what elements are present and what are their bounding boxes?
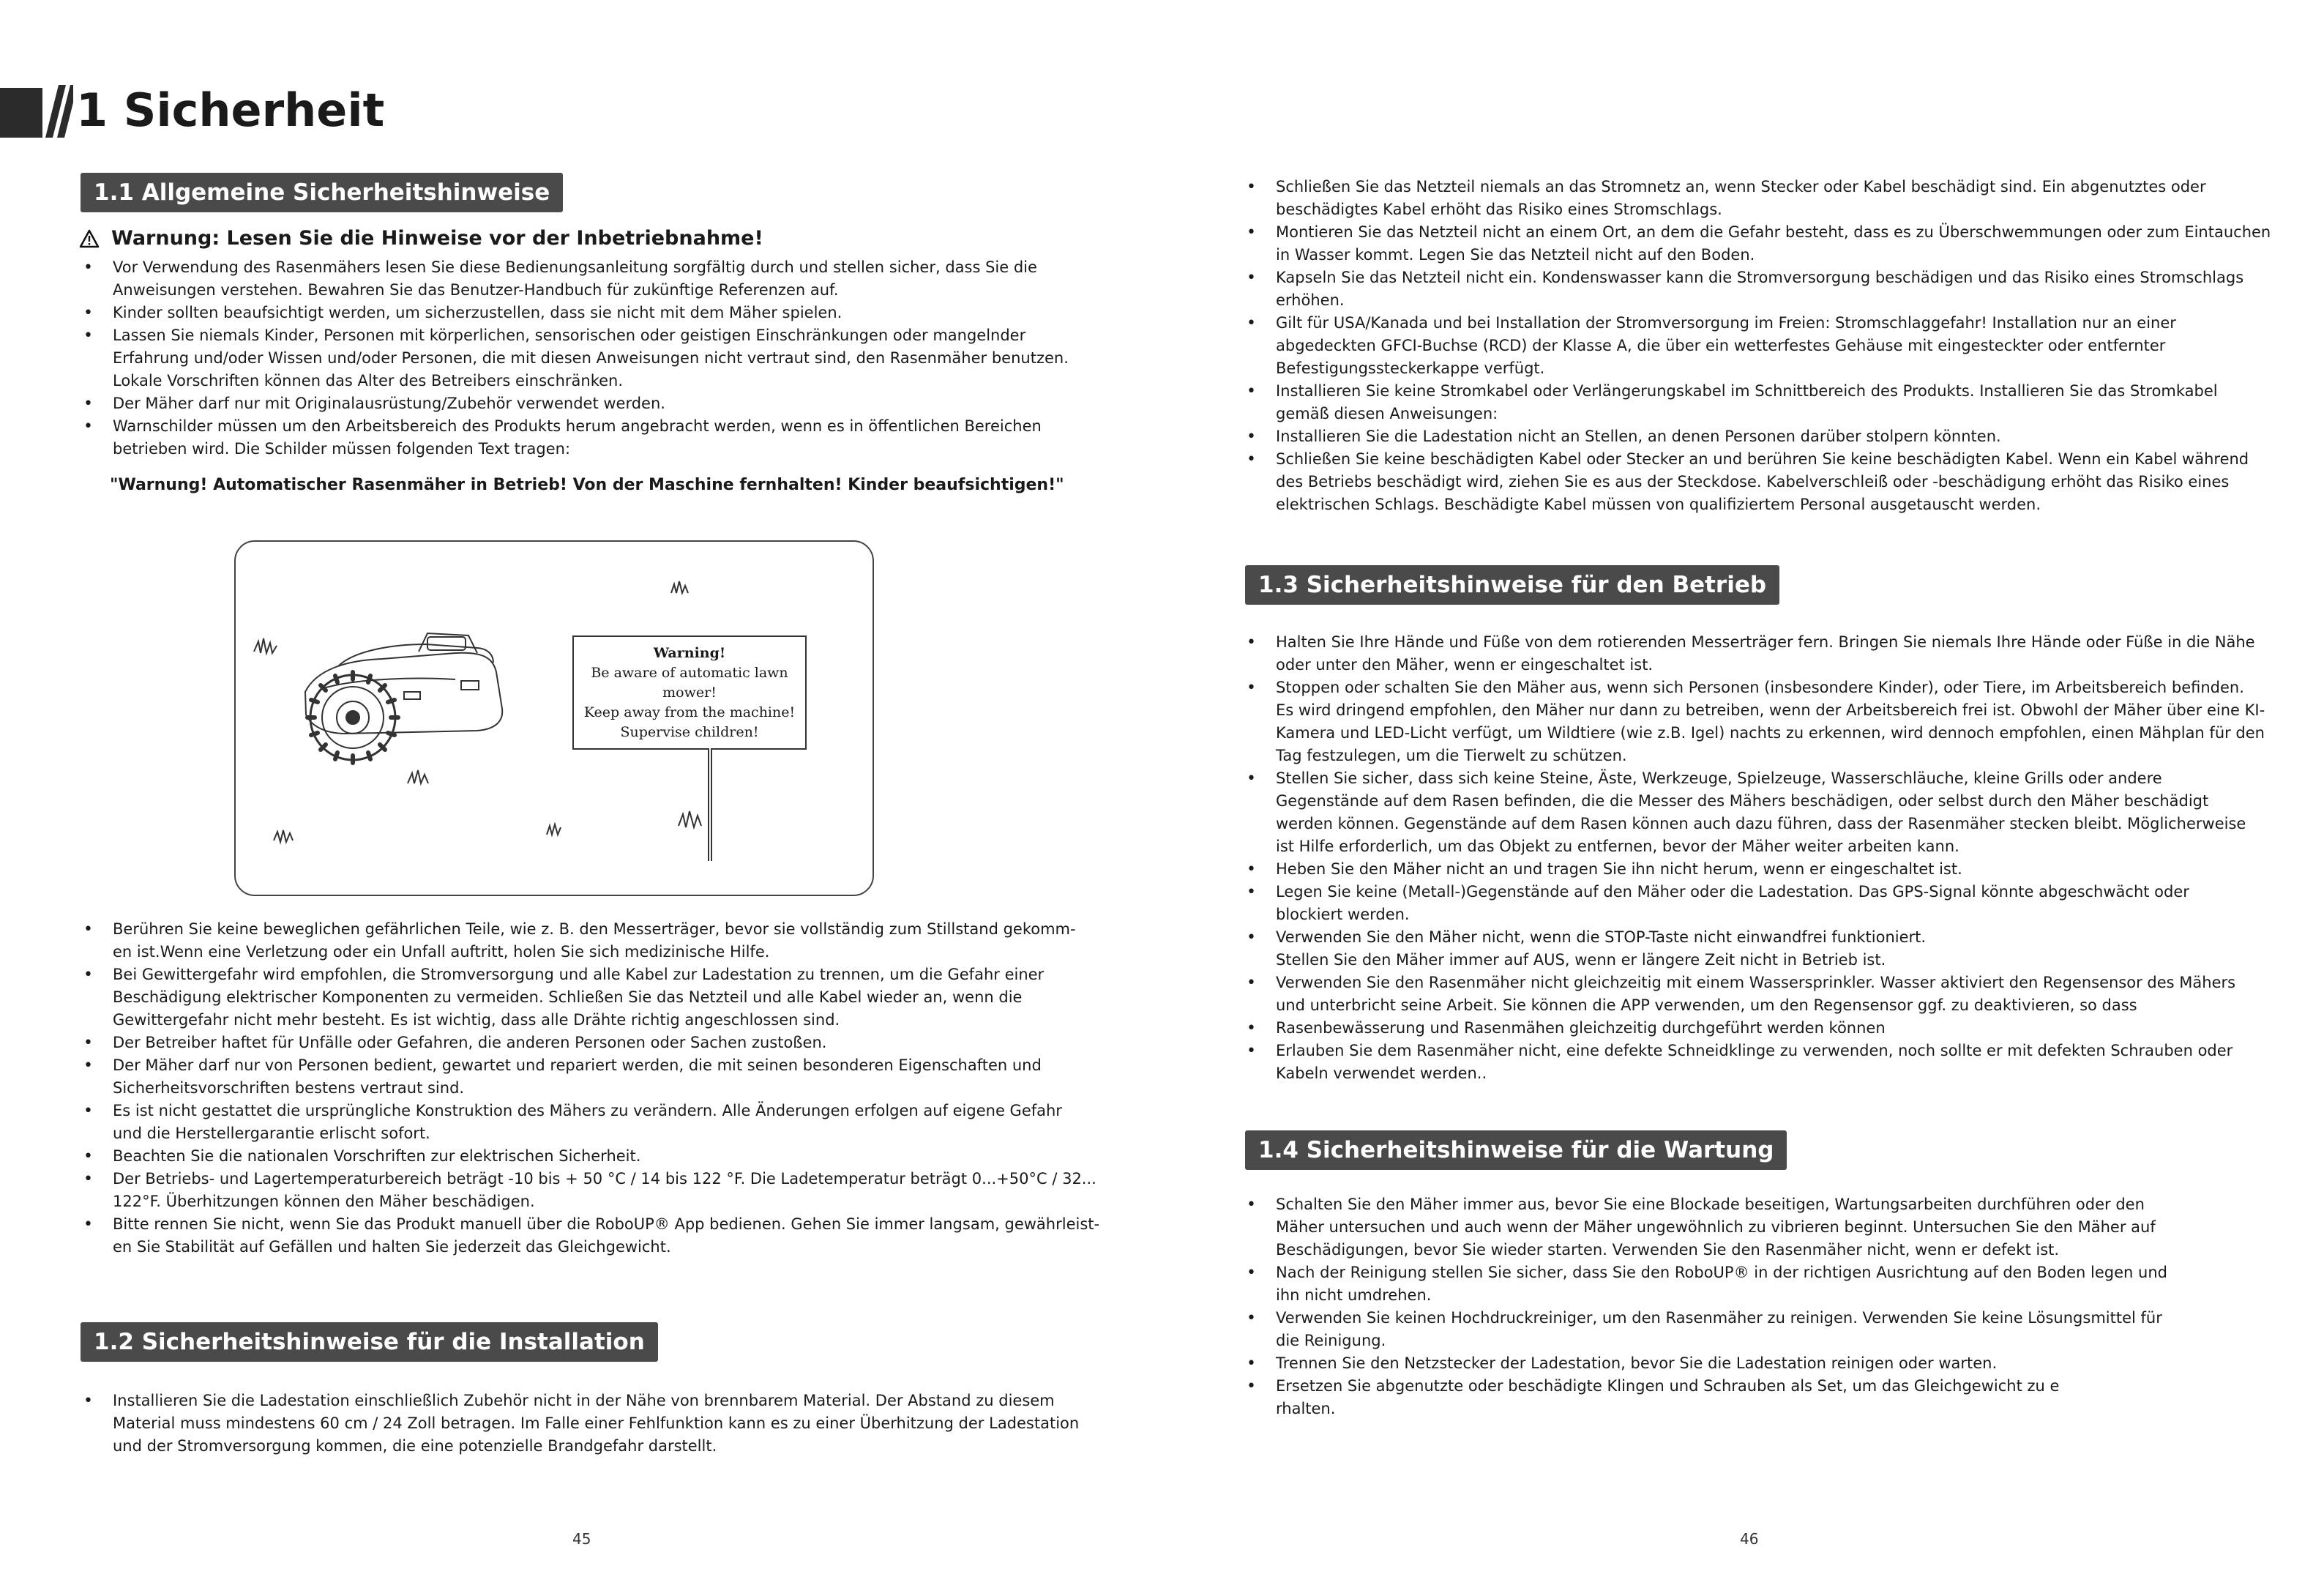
- sign-line: Keep away from the machine!: [583, 704, 796, 720]
- list-item: abgedeckten GFCI-Buchse (RCD) der Klasse A, die über ein wetterfestes Gehäuse mit eingesteckter oder entfernter: [1276, 337, 2166, 354]
- list-item: • Halten Sie Ihre Hände und Füße von dem rotierenden Messerträger fern. Bringen Sie niemals Ihre Hände oder Füße in die Nähe: [1244, 631, 2312, 654]
- warning-heading: [79, 227, 763, 250]
- list-item: • Trennen Sie den Netzstecker der Ladestation, bevor Sie die Ladestation reinigen oder warten.: [1244, 1352, 2312, 1375]
- list-item: • Installieren Sie die Ladestation einschließlich Zubehör nicht in der Nähe von brennbarem Material. Der Abstand zu diesem: [81, 1390, 1120, 1412]
- list-item: Sicherheitsvorschriften bestens vertraut sind.: [113, 1079, 465, 1097]
- list-item: • Berühren Sie keine beweglichen gefährlichen Teile, wie z. B. den Messerträger, bevor sie vollständig zum Stillstand gekomm-: [81, 918, 1120, 941]
- list-item: • Installieren Sie die Ladestation nicht an Stellen, an denen Personen darüber stolpern könnten.: [1244, 425, 2312, 448]
- list-item: • Bitte rennen Sie nicht, wenn Sie das Produkt manuell über die RoboUP® App bedienen. Gehen Sie immer langsam, gewährleist-: [81, 1213, 1120, 1236]
- list-item: • Beachten Sie die nationalen Vorschriften zur elektrischen Sicherheit.: [81, 1145, 1120, 1168]
- sign-line: Supervise children!: [620, 723, 759, 740]
- list-item: • Schließen Sie keine beschädigten Kabel oder Stecker an und berühren Sie keine beschädigten Kabel. Wenn ein Kabel während: [1244, 448, 2312, 471]
- sign-line: Be aware of automatic lawn mower!: [591, 664, 788, 701]
- list-item: • Gilt für USA/Kanada und bei Installation der Stromversorgung im Freien: Stromschlaggefahr! Installation nur an einer: [1244, 312, 2312, 335]
- list-item: Beschädigung elektrischer Komponenten zu vermeiden. Schließen Sie das Netzteil und alle Kabel wieder an, wenn die: [113, 988, 1023, 1006]
- list-item: • Stoppen oder schalten Sie den Mäher aus, wenn sich Personen (insbesondere Kinder), oder Tiere, im Arbeitsbereich befinden.: [1244, 676, 2312, 699]
- list-item: und unterbricht seine Arbeit. Sie können die APP verwenden, um den Regensensor ggf. zu deaktivieren, so dass: [1276, 996, 2137, 1014]
- list-item: Anweisungen verstehen. Bewahren Sie das Benutzer-Handbuch für zukünftige Referenzen auf.: [113, 281, 839, 299]
- list-item: • Es ist nicht gestattet die ursprüngliche Konstruktion des Mähers zu verändern. Alle Änderungen erfolgen auf eigene Gefahr: [81, 1100, 1120, 1122]
- list-item: • Lassen Sie niemals Kinder, Personen mit körperlichen, sensorischen oder geistigen Einschränkungen oder mangelnder: [81, 324, 1091, 347]
- warning-sign-illustration: [234, 540, 874, 896]
- list-item: und der Stromversorgung kommen, die eine potenzielle Brandgefahr darstellt.: [113, 1437, 717, 1455]
- list-item: oder unter den Mäher, wenn er eingeschaltet ist.: [1276, 656, 1654, 674]
- list-item: • Der Mäher darf nur mit Originalausrüstung/Zubehör verwendet werden.: [81, 392, 1091, 415]
- list-item: • Kapseln Sie das Netzteil nicht ein. Kondenswasser kann die Stromversorgung beschädigen und das Risiko eines Stromschlags: [1244, 266, 2312, 289]
- section-heading-1-2: 1.2 Sicherheitshinweise für die Installation: [81, 1322, 658, 1362]
- page-number: 45: [572, 1530, 591, 1548]
- list-item: ihn nicht umdrehen.: [1276, 1286, 1432, 1304]
- general-safety-list-continued: [81, 918, 1120, 1259]
- list-item: • Rasenbewässerung und Rasenmähen gleichzeitig durchgeführt werden können: [1244, 1017, 2312, 1040]
- list-item: • Warnschilder müssen um den Arbeitsbereich des Produkts herum angebracht werden, wenn es in öffentlichen Bereichen: [81, 415, 1091, 438]
- list-item: Befestigungssteckerkappe verfügt.: [1276, 359, 1545, 377]
- installation-safety-list: [81, 1390, 1120, 1458]
- chapter-slash-icon: [0, 81, 73, 139]
- list-item: Erfahrung und/oder Wissen und/oder Personen, die mit diesen Anweisungen nicht vertraut sind, den Rasenmäher benutzen.: [113, 349, 1069, 367]
- warning-sign: [572, 635, 807, 750]
- list-item: Beschädigungen, bevor Sie wieder starten. Verwenden Sie den Rasenmäher nicht, wenn er defekt ist.: [1276, 1241, 2060, 1259]
- list-item: • Ersetzen Sie abgenutzte oder beschädigte Klingen und Schrauben als Set, um das Gleichgewicht zu e: [1244, 1375, 2312, 1398]
- list-item: • Erlauben Sie dem Rasenmäher nicht, eine defekte Schneidklinge zu verwenden, noch sollte er mit defekten Schrauben oder: [1244, 1040, 2312, 1062]
- list-item: • Heben Sie den Mäher nicht an und tragen Sie ihn nicht herum, wenn er eingeschaltet ist.: [1244, 858, 2312, 881]
- list-item: • Legen Sie keine (Metall-)Gegenstände auf den Mäher oder die Ladestation. Das GPS-Signal könnte abgeschwächt oder: [1244, 881, 2312, 903]
- warning-triangle-icon: [79, 229, 100, 248]
- list-item: • Bei Gewittergefahr wird empfohlen, die Stromversorgung und alle Kabel zur Ladestation zu trennen, um die Gefahr einer: [81, 963, 1120, 986]
- list-item: • Schalten Sie den Mäher immer aus, bevor Sie eine Blockade beseitigen, Wartungsarbeiten durchführen oder den: [1244, 1193, 2312, 1216]
- list-item: ist Hilfe erforderlich, um das Objekt zu entfernen, bevor der Mäher weiter arbeiten kann.: [1276, 838, 1959, 855]
- list-item: werden können. Gegenstände auf dem Rasen können auch dazu führen, dass der Rasenmäher stecken bleibt. Möglicherweise: [1276, 815, 2246, 832]
- list-item: Kabeln verwendet werden..: [1276, 1065, 1487, 1082]
- list-item: • Nach der Reinigung stellen Sie sicher, dass Sie den RoboUP® in der richtigen Ausrichtung auf den Boden legen und: [1244, 1261, 2312, 1284]
- section-heading-1-4: 1.4 Sicherheitshinweise für die Wartung: [1245, 1130, 1787, 1170]
- list-item: die Reinigung.: [1276, 1332, 1386, 1349]
- page-number: 46: [1740, 1530, 1759, 1548]
- list-item: gemäß diesen Anweisungen:: [1276, 405, 1498, 422]
- warning-sign-quote: "Warnung! Automatischer Rasenmäher in Betrieb! Von der Maschine fernhalten! Kinder beaufsichtigen!": [110, 476, 1064, 494]
- list-item: • Montieren Sie das Netzteil nicht an einem Ort, an dem die Gefahr besteht, dass es zu Überschwemmungen oder zum Eintauchen: [1244, 221, 2312, 244]
- general-safety-list: [81, 256, 1091, 461]
- list-item: Mäher untersuchen und auch wenn der Mäher ungewöhnlich zu vibrieren beginnt. Untersuchen Sie den Mäher auf: [1276, 1218, 2156, 1236]
- sign-title: Warning!: [653, 644, 726, 661]
- list-item: Tag festzulegen, um die Tierwelt zu schützen.: [1276, 747, 1627, 764]
- list-item: Material muss mindestens 60 cm / 24 Zoll betragen. Im Falle einer Fehlfunktion kann es zu einer Überhitzung der Ladestation: [113, 1414, 1080, 1432]
- list-item: beschädigtes Kabel erhöht das Risiko eines Stromschlags.: [1276, 201, 1722, 218]
- list-item: 122°F. Überhitzungen können den Mäher beschädigen.: [113, 1193, 535, 1210]
- list-item: Gegenstände auf dem Rasen befinden, die die Messer des Mähers beschädigen, oder selbst durch den Mäher beschädigt: [1276, 792, 2209, 810]
- list-item: Gewittergefahr nicht mehr besteht. Es ist wichtig, dass alle Drähte richtig angeschlossen sind.: [113, 1011, 840, 1029]
- list-item: und die Herstellergarantie erlischt sofort.: [113, 1125, 430, 1142]
- chapter-title: 1 Sicherheit: [76, 83, 385, 137]
- section-heading-1-1: 1.1 Allgemeine Sicherheitshinweise: [81, 173, 563, 212]
- list-item: in Wasser kommt. Legen Sie das Netzteil nicht auf den Boden.: [1276, 246, 1755, 264]
- list-item: Kamera und LED-Licht verfügt, um Wildtiere (wie z.B. Igel) nachts zu erkennen, wird dennoch empfohlen, einen Mähplan für den: [1276, 724, 2265, 742]
- list-item: • Der Mäher darf nur von Personen bedient, gewartet und repariert werden, die mit seinen besonderen Eigenschaften und: [81, 1054, 1120, 1077]
- list-item: • Der Betreiber haftet für Unfälle oder Gefahren, die anderen Personen oder Sachen zustoßen.: [81, 1032, 1120, 1054]
- list-item: betrieben wird. Die Schilder müssen folgenden Text tragen:: [113, 440, 571, 458]
- list-item: blockiert werden.: [1276, 906, 1410, 923]
- list-item: en ist.Wenn eine Verletzung oder ein Unfall auftritt, holen Sie sich medizinische Hilfe.: [113, 943, 770, 961]
- list-item: • Schließen Sie das Netzteil niemals an das Stromnetz an, wenn Stecker oder Kabel beschädigt sind. Ein abgenutztes oder: [1244, 176, 2312, 198]
- list-item: erhöhen.: [1276, 291, 1345, 309]
- warning-title: Warnung: Lesen Sie die Hinweise vor der Inbetriebnahme!: [111, 227, 763, 250]
- installation-safety-list-continued: [1244, 176, 2312, 516]
- list-item: • Vor Verwendung des Rasenmähers lesen Sie diese Bedienungsanleitung sorgfältig durch und stellen sicher, dass Sie die: [81, 256, 1091, 279]
- list-item: elektrischen Schlags. Beschädigte Kabel müssen von qualifiziertem Personal ausgetauscht werden.: [1276, 496, 2041, 513]
- list-item: • Stellen Sie sicher, dass sich keine Steine, Äste, Werkzeuge, Spielzeuge, Wasserschläuche, kleine Grills oder andere: [1244, 767, 2312, 790]
- chapter-heading: [0, 79, 384, 141]
- section-heading-1-3: 1.3 Sicherheitshinweise für den Betrieb: [1245, 565, 1779, 605]
- list-item: • Der Betriebs- und Lagertemperaturbereich beträgt -10 bis + 50 °C / 14 bis 122 °F. Die Ladetemperatur beträgt 0...+50°C / 32...: [81, 1168, 1120, 1190]
- list-item: • Verwenden Sie den Mäher nicht, wenn die STOP-Taste nicht einwandfrei funktioniert.: [1244, 926, 2312, 949]
- list-item: • Installieren Sie keine Stromkabel oder Verlängerungskabel im Schnittbereich des Produkts. Installieren Sie das Stromkabel: [1244, 380, 2312, 403]
- list-item: • Kinder sollten beaufsichtigt werden, um sicherzustellen, dass sie nicht mit dem Mäher spielen.: [81, 302, 1091, 324]
- list-item: • Verwenden Sie den Rasenmäher nicht gleichzeitig mit einem Wassersprinkler. Wasser aktiviert den Regensensor des Mähers: [1244, 972, 2312, 994]
- list-item: en Sie Stabilität auf Gefällen und halten Sie jederzeit das Gleichgewicht.: [113, 1238, 671, 1256]
- right-page: [1162, 0, 2324, 1577]
- list-item: des Betriebs beschädigt wird, ziehen Sie es aus der Steckdose. Kabelverschleiß oder -beschädigung erhöht das Risiko eines: [1276, 473, 2230, 491]
- list-item: Lokale Vorschriften können das Alter des Betreibers einschränken.: [113, 372, 624, 389]
- list-item: Stellen Sie den Mäher immer auf AUS, wenn er längere Zeit nicht in Betrieb ist.: [1276, 951, 1886, 969]
- maintenance-safety-list: [1244, 1193, 2312, 1420]
- list-item: rhalten.: [1276, 1400, 1336, 1417]
- sign-post: [708, 748, 712, 861]
- list-item: Es wird dringend empfohlen, den Mäher nur dann zu betreiben, wenn der Arbeitsbereich frei ist. Obwohl der Mäher über eine KI-: [1276, 701, 2265, 719]
- list-item: • Verwenden Sie keinen Hochdruckreiniger, um den Rasenmäher zu reinigen. Verwenden Sie keine Lösungsmittel für: [1244, 1307, 2312, 1330]
- operation-safety-list: [1244, 631, 2312, 1085]
